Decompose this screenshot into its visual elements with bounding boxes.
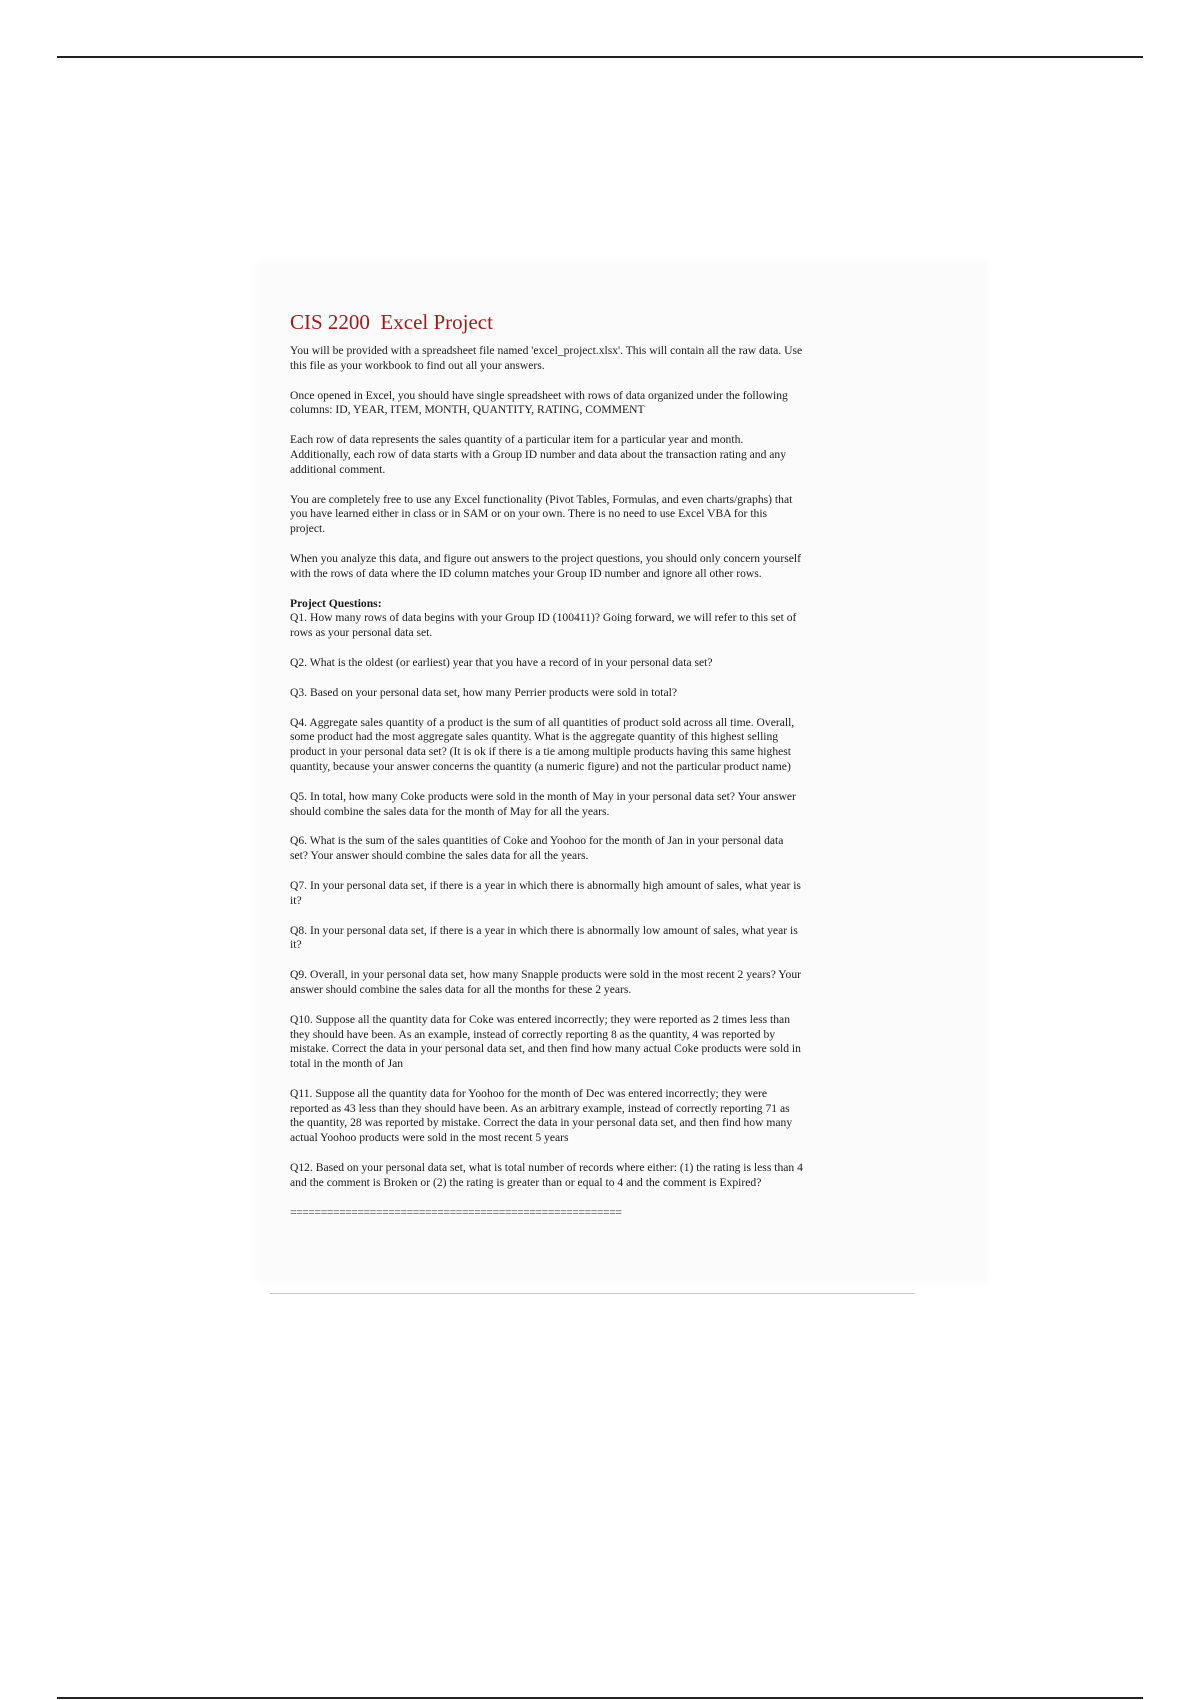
questions-heading: Project Questions: xyxy=(290,596,382,610)
end-separator: ====================================================== xyxy=(290,1205,622,1219)
question-11: Q11. Suppose all the quantity data for Yoohoo for the month of Dec was entered incorrectly; they were reported as 43 less than they should have been. As an arbitrary example, instead of correctly reporting 71 as the quantity, 28 was reported by mistake. Correct the data in your personal data set, and then find how many actual Yoohoo products were sold in the most recent 5 years xyxy=(290,1086,793,1145)
question-12: Q12. Based on your personal data set, what is total number of records where either: (1) the rating is less than 4 and the comment is Broken or (2) the rating is greater than or equal to 4 and the comment is Expired? xyxy=(290,1161,803,1189)
question-6: Q6. What is the sum of the sales quantities of Coke and Yoohoo for the month of Jan in your personal data set? Your answer should combine the sales data for all the years. xyxy=(290,834,784,863)
page-bottom-rule xyxy=(57,1697,1143,1699)
question-1: Q1. How many rows of data begins with your Group ID (100411)? Going forward, we will refer to this set of rows as your personal data set. xyxy=(290,611,797,640)
question-10: Q10. Suppose all the quantity data for Coke was entered incorrectly; they were reported as 2 times less than they should have been. As an example, instead of correctly reporting 8 as the quantity, 4 was reported by mistake. Correct the data in your personal data set, and then find how many actual Coke products were sold in total in the month of Jan xyxy=(290,1012,801,1071)
intro-paragraph-3: Each row of data represents the sales quantity of a particular item for a particular year and month. Additionally, each row of data starts with a Group ID number and data about the transaction rating and any additional comment. xyxy=(290,433,787,476)
intro-paragraph-1: You will be provided with a spreadsheet file named 'excel_project.xlsx'. This will contain all the raw data. Use this file as your workbook to find out all your answers. xyxy=(290,344,803,372)
question-3: Q3. Based on your personal data set, how many Perrier products were sold in total? xyxy=(290,685,678,699)
question-9: Q9. Overall, in your personal data set, how many Snapple products were sold in the most recent 2 years? Your answer should combine the sales data for all the months for these 2 years. xyxy=(290,968,801,996)
question-8: Q8. In your personal data set, if there is a year in which there is abnormally low amount of sales, what year is it? xyxy=(290,923,798,952)
intro-paragraph-5: When you analyze this data, and figure out answers to the project questions, you should only concern yourself with the rows of data where the ID column matches your Group ID number and ignore all other rows. xyxy=(290,551,801,580)
question-5: Q5. In total, how many Coke products were sold in the month of May in your personal data set? Your answer should combine the sales data for the month of May for all the years. xyxy=(290,789,796,818)
question-2: Q2. What is the oldest (or earliest) year that you have a record of in your personal data set? xyxy=(290,655,713,669)
document-content xyxy=(290,310,948,1220)
question-7: Q7. In your personal data set, if there is a year in which there is abnormally high amount of sales, what year is it? xyxy=(290,878,801,907)
question-4: Q4. Aggregate sales quantity of a product is the sum of all quantities of product sold across all time. Overall, some product had the most aggregate sales quantity. What is the aggregate quantity of this highest selling product in your personal data set? (It is ok if there is a tie among multiple products having this same highest quantity, because your answer concerns the quantity (a numeric figure) and not the particular product name) xyxy=(290,715,795,773)
scanned-page-bottom-edge xyxy=(270,1293,915,1294)
document-title: CIS 2200 Excel Project xyxy=(290,310,493,334)
page-top-rule xyxy=(57,56,1143,58)
intro-paragraph-2: Once opened in Excel, you should have single spreadsheet with rows of data organized under the following columns: ID, YEAR, ITEM, MONTH, QUANTITY, RATING, COMMENT xyxy=(290,388,788,417)
intro-paragraph-4: You are completely free to use any Excel functionality (Pivot Tables, Formulas, and even charts/graphs) that you have learned either in class or in SAM or on your own. There is no need to use Excel VBA for this project. xyxy=(290,492,793,536)
